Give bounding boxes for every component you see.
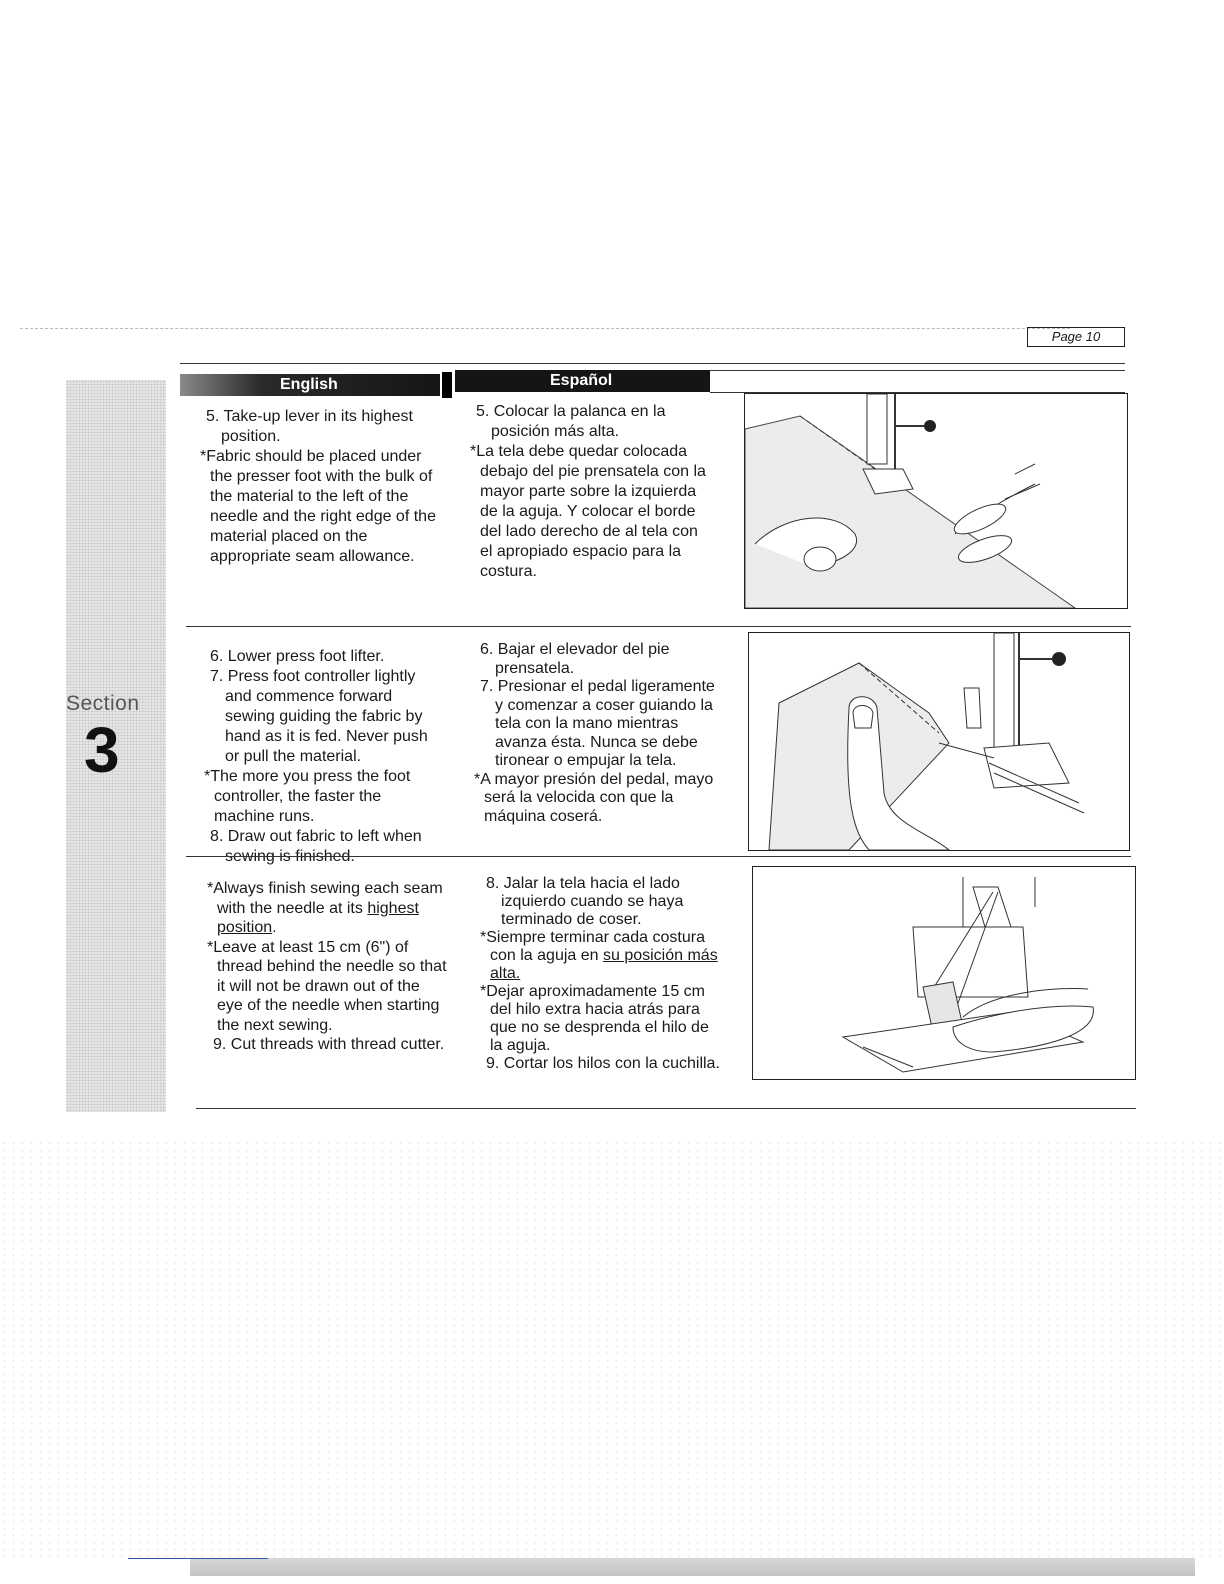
illustration-guiding-fabric <box>748 632 1130 851</box>
tab-rule <box>710 370 1125 393</box>
illustration-thread-cutter <box>752 866 1136 1080</box>
list-item: 9. Cut threads with thread cutter. <box>213 1036 445 1053</box>
list-item: 8. Draw out fabric to left when sewing is finished. <box>210 828 422 865</box>
tab-spanish: Español <box>455 370 710 392</box>
row2-english <box>200 647 445 867</box>
list-item: 8. Jalar la tela hacia el lado izquierdo cuando se haya terminado de coser. <box>486 875 684 928</box>
list-item: *Always finish sewing each seam with the needle at its highest position. <box>207 880 443 936</box>
list-item: 6. Bajar el elevador del pie prensatela. <box>480 641 670 677</box>
list-item: 6. Lower press foot lifter. <box>210 648 385 665</box>
scan-artifact-line <box>20 328 1070 329</box>
scan-bottom-mark <box>128 1558 268 1559</box>
list-item: *Fabric should be placed under the presser foot with the bulk of the material to the left of the needle and the right edge of the material placed on the appropriate seam allowance. <box>200 448 436 565</box>
row2-spanish <box>470 641 715 826</box>
list-item: *Leave at least 15 cm (6") of thread behind the needle so that it will not be drawn out of the eye of the needle when starting the next sewing. <box>207 938 447 1034</box>
tab-separator <box>442 372 452 398</box>
row-separator <box>186 626 1131 627</box>
row-separator <box>196 1108 1136 1109</box>
row1-spanish <box>466 402 711 582</box>
list-item: *Dejar aproximadamente 15 cm del hilo extra hacia atrás para que no se desprenda el hilo de la aguja. <box>480 983 709 1054</box>
section-number: 3 <box>84 714 120 786</box>
section-label: Section <box>66 692 140 715</box>
row1-english <box>196 407 444 567</box>
illustration-fabric-placement <box>744 393 1128 609</box>
page-number: Page 10 <box>1051 329 1101 344</box>
list-item: 5. Colocar la palanca en la posición más alta. <box>476 403 666 440</box>
row-separator <box>186 856 1131 857</box>
row3-english <box>203 879 448 1055</box>
list-item: 7. Press foot controller lightly and commence forward sewing guiding the fabric by hand as it is fed. Never push or pull the material. <box>210 668 428 765</box>
list-item: 5. Take-up lever in its highest position. <box>206 408 413 445</box>
scan-bottom-band <box>190 1558 1195 1576</box>
scan-noise <box>0 1140 1224 1560</box>
row3-spanish <box>476 875 721 1073</box>
top-rule <box>180 363 1125 364</box>
list-item: *A mayor presión del pedal, mayo será la velocida con que la máquina coserá. <box>474 770 714 825</box>
list-item: 7. Presionar el pedal ligeramente y comenzar a coser guiando la tela con la mano mientras avanza ésta. Nunca se debe tironear o empujar la tela. <box>480 678 715 769</box>
page-number-box <box>1027 327 1125 347</box>
list-item: *Siempre terminar cada costura con la aguja en su posición más alta. <box>480 929 718 982</box>
tab-english: English <box>180 374 440 396</box>
list-item: 9. Cortar los hilos con la cuchilla. <box>486 1055 720 1072</box>
list-item: *The more you press the foot controller, the faster the machine runs. <box>204 768 411 825</box>
list-item: *La tela debe quedar colocada debajo del pie prensatela con la mayor parte sobre la izquierda de la aguja. Y colocar el borde del lado derecho de al tela con el apropiado espacio para la costura. <box>470 443 706 580</box>
